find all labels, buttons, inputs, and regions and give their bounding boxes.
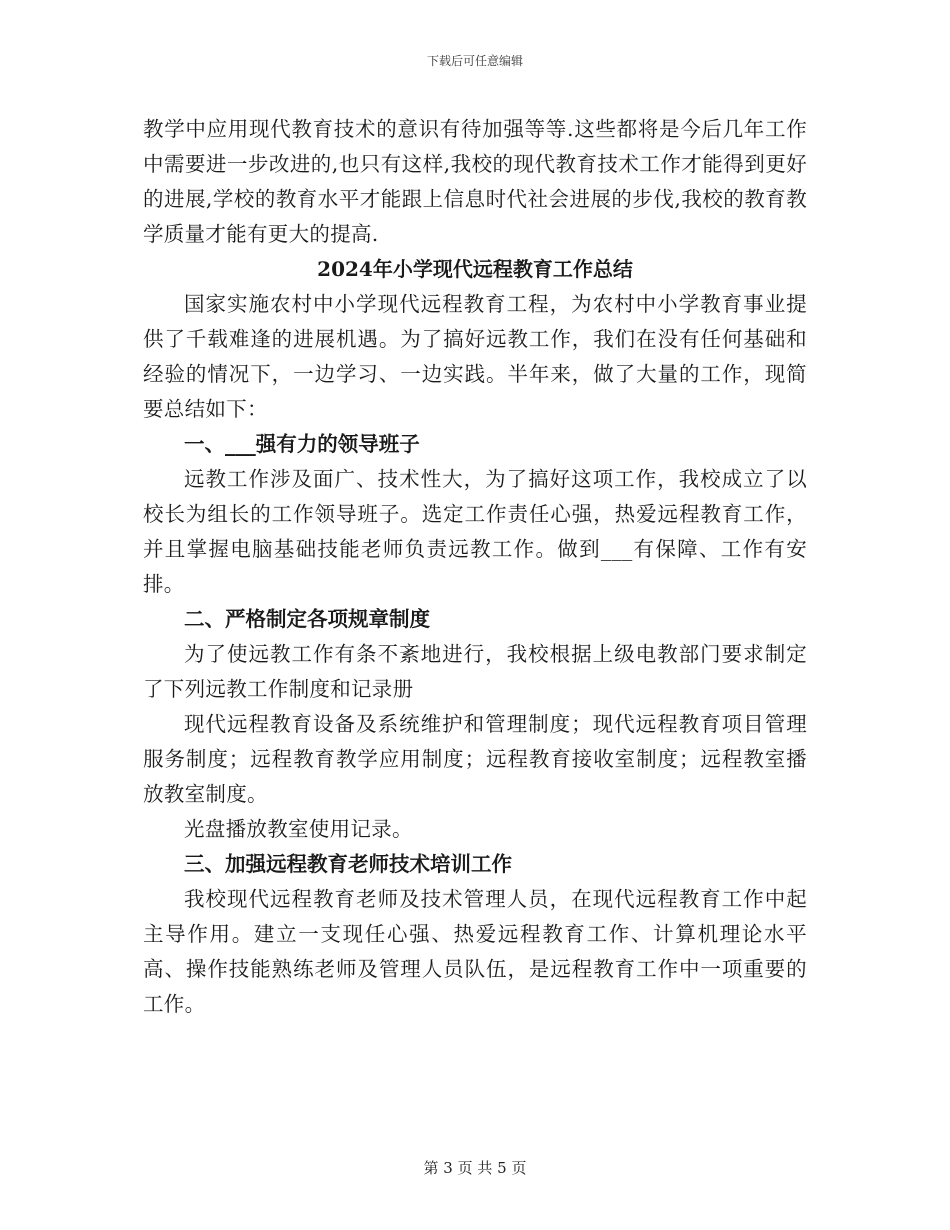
page-number: 第 3 页 共 5 页 bbox=[423, 1159, 527, 1177]
paragraph-continuation: 教学中应用现代教育技术的意识有待加强等等.这些都将是今后几年工作中需要进一步改进的,也只有这样,我校的现代教育技术工作才能得到更好的进展,学校的教育水平才能跟上信息时代社会进展的步伐,我校的教育教学质量才能有更大的提高. bbox=[143, 117, 807, 246]
section-heading-3: 三、加强远程教育老师技术培训工作 bbox=[184, 852, 512, 876]
document-body bbox=[143, 112, 807, 1022]
section-2-paragraph-3: 光盘播放教室使用记录。 bbox=[184, 817, 413, 841]
section-heading-2: 二、严格制定各项规章制度 bbox=[184, 607, 430, 631]
section-3-paragraph: 我校现代远程教育老师及技术管理人员，在现代远程教育工作中起主导作用。建立一支现任心强、热爱远程教育工作、计算机理论水平高、操作技能熟练老师及管理人员队伍，是远程教育工作中一项重要的工作。 bbox=[143, 887, 807, 1016]
section-heading-1: 一、___强有力的领导班子 bbox=[184, 432, 420, 456]
document-title: 2024年小学现代远程教育工作总结 bbox=[317, 257, 633, 281]
page-header-note: 下载后可任意编辑 bbox=[426, 54, 523, 68]
section-2-paragraph-1: 为了使远教工作有条不紊地进行，我校根据上级电教部门要求制定了下列远教工作制度和记录册 bbox=[143, 642, 807, 701]
section-2-paragraph-2: 现代远程教育设备及系统维护和管理制度；现代远程教育项目管理服务制度；远程教育教学应用制度；远程教育接收室制度；远程教室播放教室制度。 bbox=[143, 712, 807, 806]
section-1-paragraph: 远教工作涉及面广、技术性大，为了搞好这项工作，我校成立了以校长为组长的工作领导班子。选定工作责任心强，热爱远程教育工作，并且掌握电脑基础技能老师负责远教工作。做到___有保障、工作有安排。 bbox=[143, 467, 807, 596]
paragraph-intro: 国家实施农村中小学现代远程教育工程，为农村中小学教育事业提供了千载难逢的进展机遇。为了搞好远教工作，我们在没有任何基础和经验的情况下，一边学习、一边实践。半年来，做了大量的工作，现简要总结如下： bbox=[143, 292, 807, 421]
